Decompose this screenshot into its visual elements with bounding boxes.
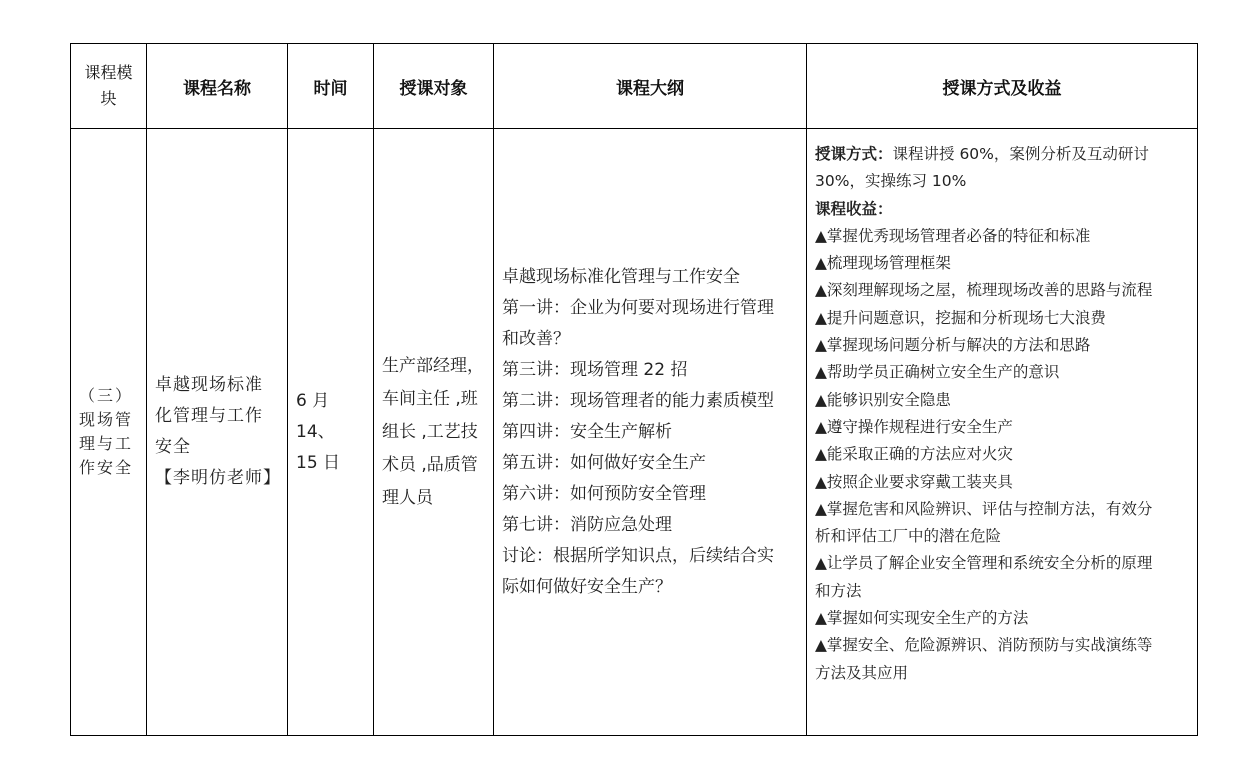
module-line: 现场管 (79, 410, 134, 429)
benefit-item: ▲能够识别安全隐患 (815, 390, 951, 409)
header-method: 授课方式及收益 (807, 44, 1198, 129)
benefit-item: ▲掌握安全、危险源辨识、消防预防与实战演练等 (815, 636, 1153, 655)
module-cell (71, 129, 147, 736)
module-line: （三） (79, 386, 134, 405)
course-name-line: 安全 (155, 437, 191, 457)
benefit-item: 方法及其应用 (815, 663, 909, 682)
outline-line: 第四讲：安全生产解析 (502, 421, 672, 442)
outline-line: 第五讲：如何做好安全生产 (502, 452, 706, 473)
benefit-item: ▲能采取正确的方法应对火灾 (815, 445, 1013, 464)
module-line: 作安全 (79, 458, 134, 477)
benefit-item: ▲提升问题意识，挖掘和分析现场七大浪费 (815, 308, 1106, 327)
outline-line: 第六讲：如何预防安全管理 (502, 483, 706, 504)
module-line: 理与工 (79, 434, 134, 453)
target-line: 车间主任 ,班 (382, 388, 478, 409)
outline-line: 卓越现场标准化管理与工作安全 (502, 266, 740, 287)
benefit-item: ▲梳理现场管理框架 (815, 254, 951, 273)
method-text: 课程讲授 60%，案例分析及互动研讨 (892, 145, 1149, 163)
benefit-item: ▲深刻理解现场之屋，梳理现场改善的思路与流程 (815, 281, 1153, 300)
target-line: 理人员 (382, 487, 433, 508)
time-cell (288, 129, 374, 736)
target-cell (374, 129, 494, 736)
outline-line: 际如何做好安全生产？ (502, 576, 672, 597)
target-line: 术员 ,品质管 (382, 454, 478, 475)
course-table (70, 43, 1198, 736)
course-name-line: 卓越现场标准 (155, 375, 263, 395)
target-line: 生产部经理， (382, 355, 484, 376)
header-row (71, 44, 1198, 129)
target-line: 组长 ,工艺技 (382, 421, 478, 442)
method-line: 30%，实操练习 10% (815, 172, 967, 191)
time-line: 15 日 (296, 452, 341, 473)
instructor-name: 【李明仿老师】 (155, 468, 281, 488)
method-label: 授课方式： (815, 145, 893, 163)
header-time: 时间 (288, 44, 374, 129)
outline-line: 和改善？ (502, 328, 570, 349)
table-row (71, 129, 1198, 736)
benefit-item: ▲掌握优秀现场管理者必备的特征和标准 (815, 226, 1091, 245)
outline-cell (494, 129, 807, 736)
benefit-item: 和方法 (815, 581, 862, 600)
method-benefit-cell (807, 129, 1198, 736)
benefit-item: ▲让学员了解企业安全管理和系统安全分析的原理 (815, 554, 1153, 573)
header-module: 课程模块 (71, 44, 147, 129)
benefit-item: 析和评估工厂中的潜在危险 (815, 527, 1002, 546)
course-name-line: 化管理与工作 (155, 406, 263, 426)
benefit-item: ▲帮助学员正确树立安全生产的意识 (815, 363, 1060, 382)
benefit-item: ▲掌握现场问题分析与解决的方法和思路 (815, 336, 1091, 355)
benefit-item: ▲遵守操作规程进行安全生产 (815, 417, 1013, 436)
benefit-item: ▲掌握危害和风险辨识、评估与控制方法，有效分 (815, 499, 1153, 518)
benefit-label: 课程收益： (815, 199, 893, 218)
header-target: 授课对象 (374, 44, 494, 129)
header-name: 课程名称 (147, 44, 288, 129)
benefit-item: ▲按照企业要求穿戴工装夹具 (815, 472, 1013, 491)
outline-line: 第一讲：企业为何要对现场进行管理 (502, 297, 774, 318)
outline-line: 第七讲：消防应急处理 (502, 514, 672, 535)
outline-line: 第二讲：现场管理者的能力素质模型 (502, 390, 774, 411)
benefit-item: ▲掌握如何实现安全生产的方法 (815, 609, 1029, 628)
outline-line: 第三讲：现场管理 22 招 (502, 359, 688, 380)
header-outline: 课程大纲 (494, 44, 807, 129)
outline-line: 讨论：根据所学知识点，后续结合实 (502, 545, 774, 566)
time-line: 6 月 14、 (296, 390, 335, 442)
method-line (815, 141, 1193, 168)
course-name-cell (147, 129, 288, 736)
